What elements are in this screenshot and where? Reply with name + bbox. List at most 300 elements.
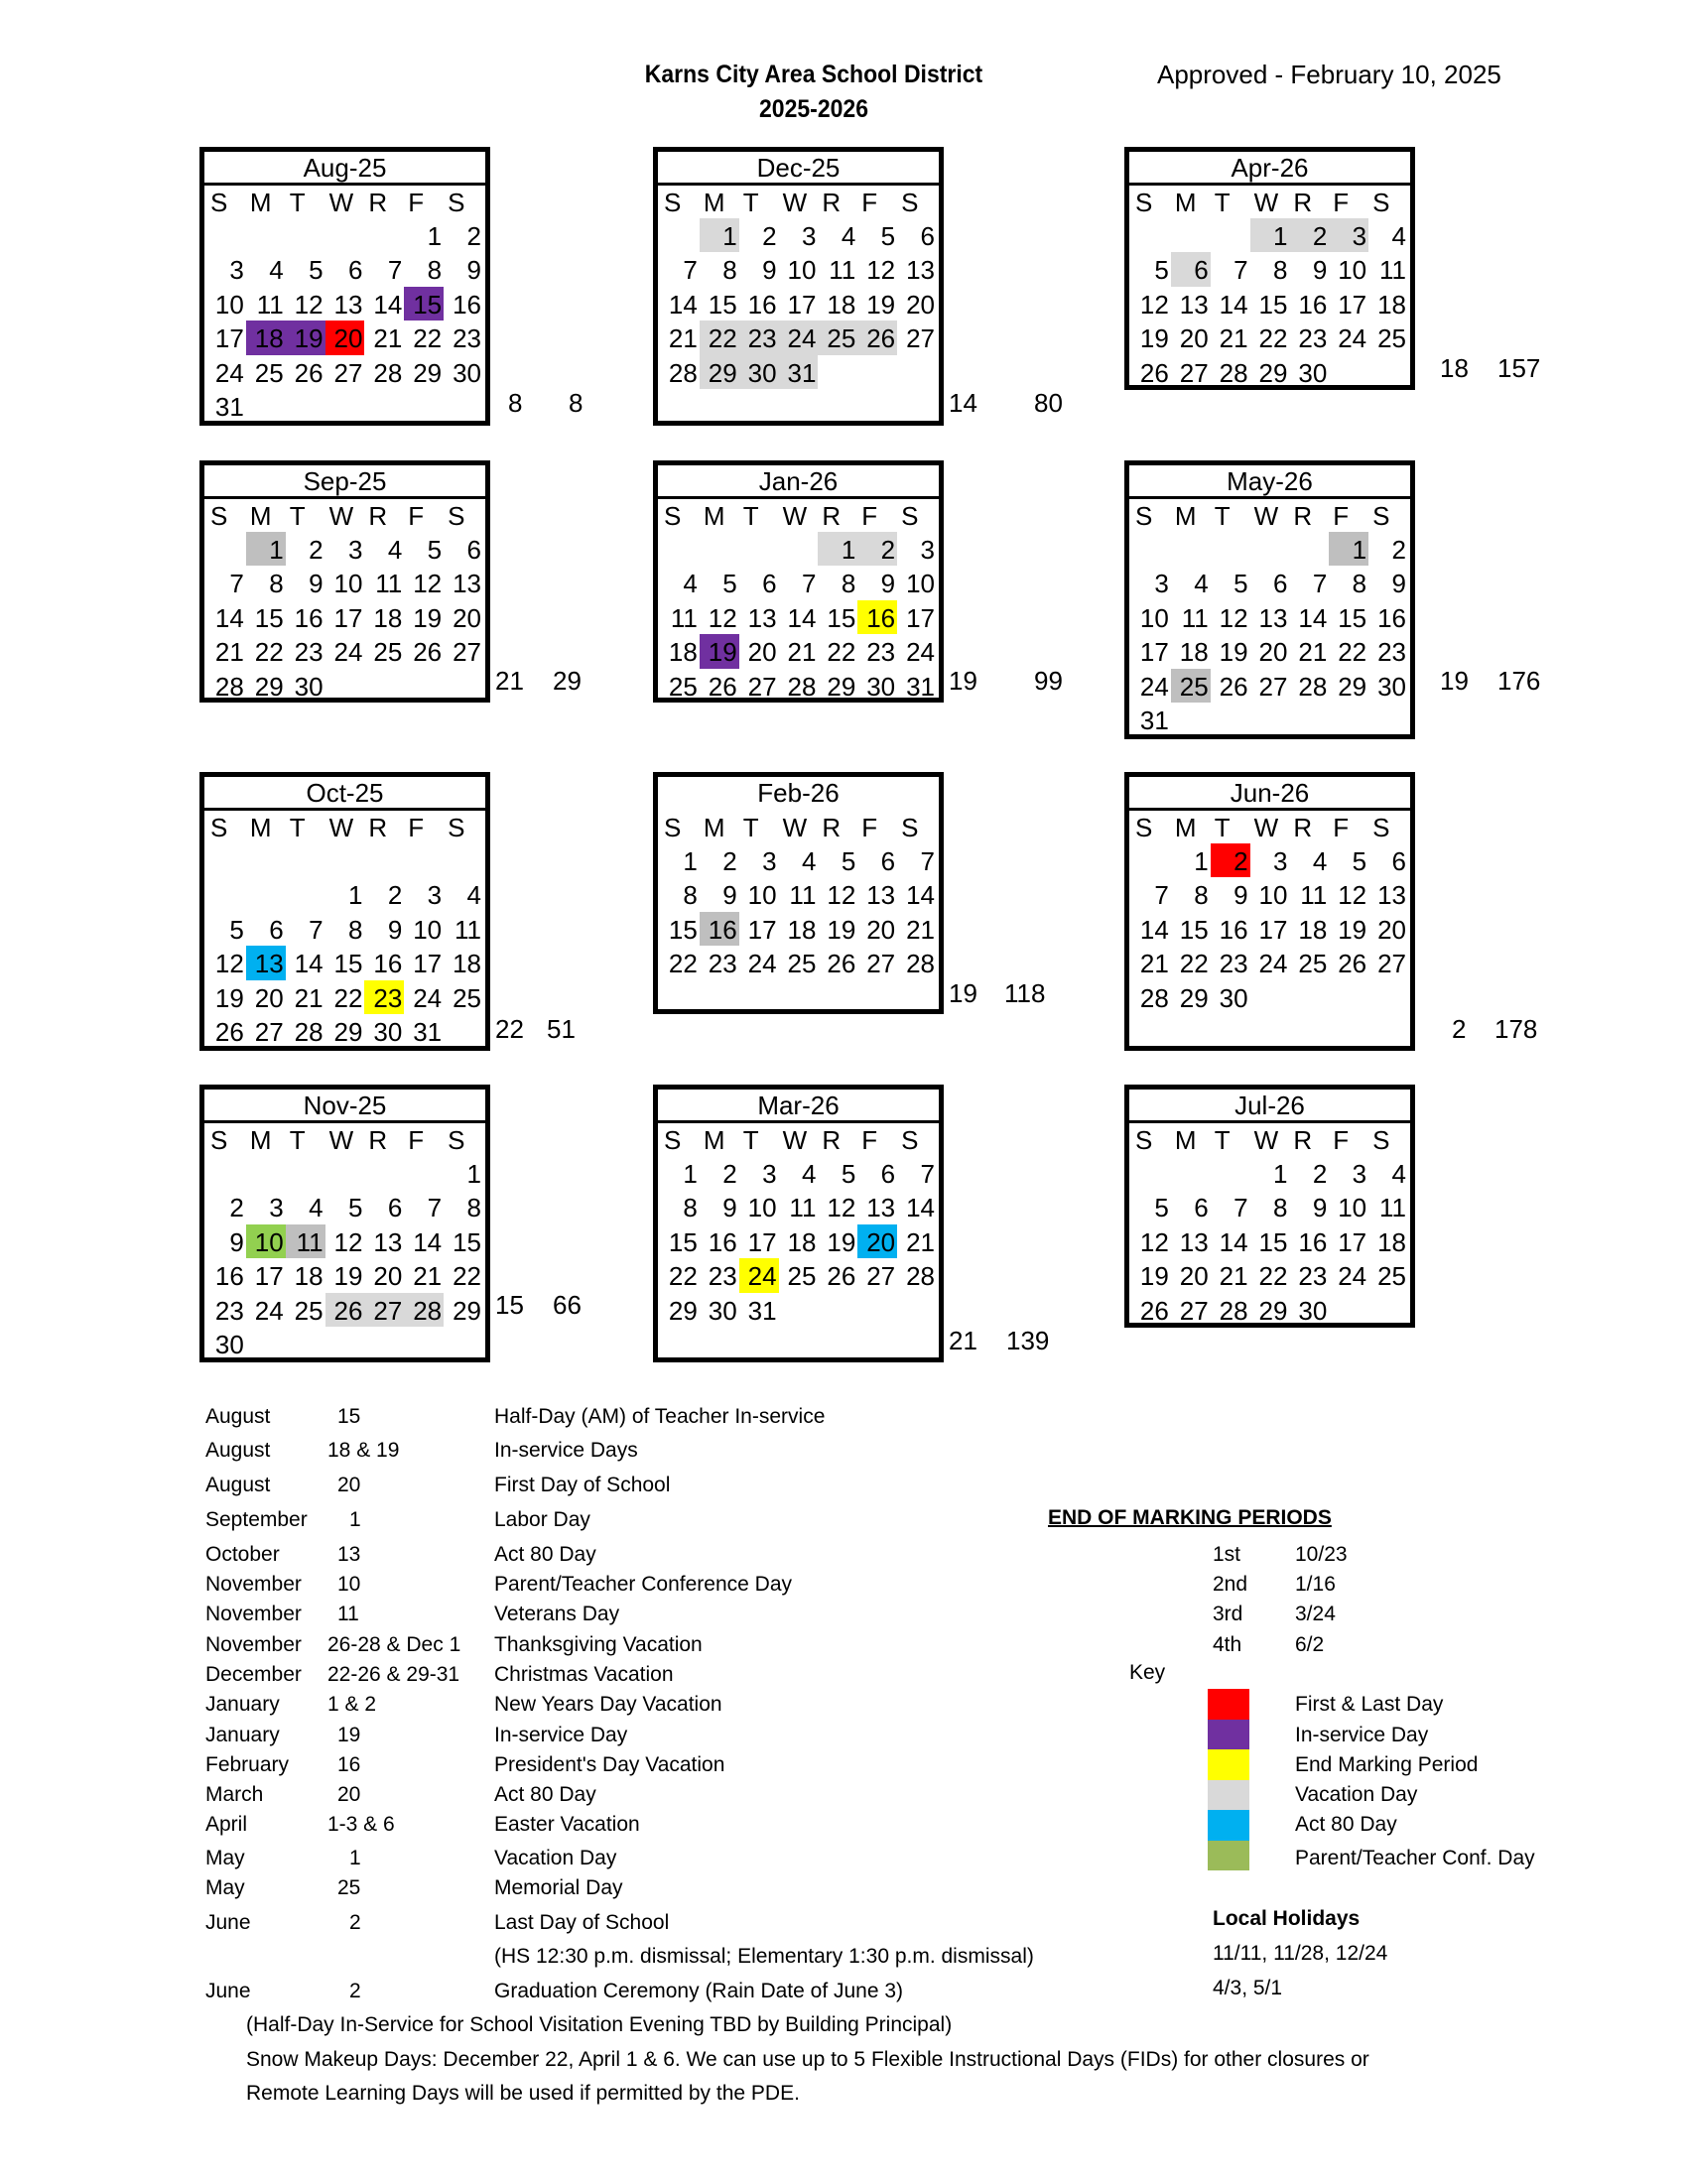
empty-cell [1171, 532, 1211, 566]
day-cell: 18 [373, 602, 403, 633]
weekday-header: R [368, 1125, 388, 1155]
day-cell-vacation-dark: 1 [246, 532, 286, 566]
day-cell-act80: 20 [857, 1224, 897, 1258]
day-cell: 28 [1219, 357, 1248, 388]
weekday-header: R [822, 188, 842, 217]
day-cell: 4 [466, 880, 481, 911]
day-cell: 7 [920, 1159, 935, 1189]
day-cell-vacation: 26 [857, 321, 897, 354]
day-cell: 7 [920, 846, 935, 876]
empty-cell [286, 877, 325, 911]
key-heading: Key [1129, 1661, 1166, 1684]
event-month: January [205, 1724, 280, 1746]
month-calendar-may [1124, 460, 1415, 739]
empty-cell [1171, 1156, 1211, 1190]
weekday-header: W [328, 501, 354, 531]
day-cell: 3 [920, 535, 935, 565]
event-day: 2 [349, 1911, 361, 1934]
day-cell: 14 [1219, 1226, 1248, 1257]
empty-cell [286, 1156, 325, 1190]
empty-cell [206, 843, 246, 877]
event-month: May [205, 1876, 245, 1899]
day-cell: 8 [841, 569, 856, 599]
weekday-header: F [1333, 1125, 1350, 1155]
weekday-header: T [289, 813, 306, 842]
day-cell: 5 [1233, 569, 1248, 599]
month-calendar-oct [199, 772, 490, 1051]
day-cell-vacation-dark: 25 [1171, 669, 1211, 703]
day-cell: 4 [801, 846, 817, 876]
footnote-line: Snow Makeup Days: December 22, April 1 & 6. We can use up to 5 Flexible Instructional Days (FIDs) for other closures or [246, 2048, 1369, 2071]
day-cell: 29 [1258, 1295, 1288, 1326]
day-cell: 3 [801, 221, 817, 251]
school-year: 2025-2026 [759, 95, 868, 123]
weekday-header: R [822, 1125, 842, 1155]
day-cell: 3 [762, 1159, 777, 1189]
event-description: Act 80 Day [494, 1543, 596, 1566]
day-cell: 13 [866, 880, 896, 911]
day-cell: 2 [722, 846, 737, 876]
event-day: 18 & 19 [327, 1439, 400, 1462]
day-cell: 28 [1298, 671, 1328, 702]
event-day: 11 [337, 1603, 359, 1625]
weekday-header: F [408, 813, 425, 842]
key-label: Act 80 Day [1295, 1813, 1397, 1836]
day-cell: 8 [683, 880, 698, 911]
weekday-header: W [1253, 813, 1279, 842]
day-cell: 18 [668, 637, 698, 668]
event-month: August [205, 1439, 271, 1462]
weekday-header: S [1372, 1125, 1390, 1155]
day-cell: 26 [413, 637, 443, 668]
day-cell-vacation: 26 [325, 1293, 365, 1327]
weekday-header: M [1174, 1125, 1197, 1155]
weekday-header: W [328, 813, 354, 842]
day-cell: 17 [254, 1261, 284, 1292]
weekday-header: S [210, 813, 228, 842]
day-cell: 19 [827, 914, 856, 945]
month-title: Mar-26 [658, 1090, 939, 1123]
day-cell-end-marking: 24 [739, 1258, 779, 1292]
approval-date: Approved - February 10, 2025 [1157, 60, 1501, 89]
day-cell: 26 [1139, 357, 1169, 388]
day-cell: 25 [1377, 323, 1406, 354]
day-cell: 16 [1377, 602, 1406, 633]
weekday-header: F [861, 501, 878, 531]
day-cell: 7 [683, 255, 698, 286]
day-cell: 17 [906, 602, 935, 633]
empty-cell [325, 843, 365, 877]
day-cell: 5 [841, 1159, 856, 1189]
color-swatch-vacation [1208, 1780, 1249, 1811]
weekday-header: S [664, 1125, 682, 1155]
color-swatch-first-last [1208, 1689, 1249, 1720]
day-cell: 4 [309, 1193, 324, 1223]
day-cell: 23 [1298, 323, 1328, 354]
month-day-count: 19 [949, 978, 977, 1008]
day-cell: 6 [880, 1159, 896, 1189]
day-cell: 12 [214, 949, 244, 979]
day-cell: 19 [1139, 323, 1169, 354]
day-cell: 13 [333, 289, 363, 320]
day-cell: 22 [1179, 949, 1209, 979]
day-cell: 13 [747, 602, 777, 633]
weekday-header: S [1135, 188, 1153, 217]
day-cell: 23 [453, 323, 481, 354]
month-day-count: 2 [1452, 1014, 1467, 1044]
weekday-header: T [289, 1125, 306, 1155]
weekday-header: R [822, 501, 842, 531]
month-title: Nov-25 [204, 1090, 485, 1123]
empty-cell [1211, 1156, 1250, 1190]
weekday-header: T [742, 501, 759, 531]
day-cell: 11 [256, 289, 284, 320]
empty-cell [1211, 218, 1250, 252]
day-cell-inservice: 18 [246, 321, 286, 354]
day-cell: 15 [1179, 914, 1209, 945]
weekday-header: M [703, 1125, 725, 1155]
day-cell: 15 [827, 602, 856, 633]
day-cell: 15 [1258, 1226, 1288, 1257]
weekday-header: S [1135, 813, 1153, 842]
event-description: Act 80 Day [494, 1783, 596, 1806]
day-cell: 18 [1298, 914, 1328, 945]
empty-cell [206, 877, 246, 911]
event-month: February [205, 1753, 290, 1776]
day-cell-vacation: 1 [818, 532, 857, 566]
month-day-count: 8 [508, 388, 523, 418]
day-cell: 7 [309, 914, 324, 945]
day-cell: 25 [1298, 949, 1328, 979]
day-cell: 26 [294, 357, 324, 388]
event-day: 13 [337, 1543, 361, 1566]
cumulative-day-count: 80 [1034, 388, 1063, 418]
day-cell: 20 [1377, 914, 1406, 945]
weekday-header: S [901, 1125, 919, 1155]
day-cell: 5 [1154, 1193, 1169, 1223]
empty-cell [700, 532, 739, 566]
marking-period-date: 3/24 [1295, 1603, 1336, 1625]
event-month: December [205, 1663, 302, 1686]
cumulative-day-count: 99 [1034, 666, 1063, 696]
day-cell: 4 [1312, 846, 1328, 876]
day-cell: 18 [787, 1226, 817, 1257]
color-swatch-act80 [1208, 1810, 1249, 1841]
day-cell: 18 [787, 914, 817, 945]
event-month: October [205, 1543, 280, 1566]
empty-cell [1131, 1156, 1171, 1190]
weekday-header: M [1174, 188, 1197, 217]
event-month: June [205, 1980, 251, 2002]
day-cell: 27 [254, 1016, 284, 1047]
day-cell: 4 [1194, 569, 1209, 599]
day-cell: 30 [373, 1016, 403, 1047]
day-cell: 13 [1258, 602, 1288, 633]
day-grid [658, 186, 939, 389]
day-cell: 22 [1338, 637, 1367, 668]
day-cell: 7 [387, 255, 403, 286]
day-cell: 6 [1391, 846, 1406, 876]
weekday-header: S [448, 501, 465, 531]
marking-period-date: 6/2 [1295, 1633, 1325, 1656]
day-cell: 16 [453, 289, 481, 320]
day-cell: 30 [866, 671, 896, 702]
day-cell: 16 [1219, 914, 1248, 945]
weekday-header: R [1293, 188, 1313, 217]
day-cell: 6 [387, 1193, 403, 1223]
weekday-header: S [1372, 813, 1390, 842]
marking-periods-heading: END OF MARKING PERIODS [1048, 1506, 1332, 1529]
day-cell: 8 [269, 569, 284, 599]
day-grid [204, 186, 485, 423]
cumulative-day-count: 178 [1494, 1014, 1538, 1044]
empty-cell [739, 532, 779, 566]
day-cell: 31 [747, 1295, 777, 1326]
day-cell: 18 [1179, 637, 1209, 668]
day-cell: 7 [1154, 880, 1169, 911]
month-day-count: 18 [1440, 353, 1469, 383]
day-cell: 5 [880, 221, 896, 251]
day-cell: 21 [1298, 637, 1328, 668]
day-cell: 9 [387, 914, 403, 945]
month-calendar-nov [199, 1085, 490, 1362]
day-cell: 8 [427, 255, 443, 286]
day-cell: 7 [229, 569, 244, 599]
day-grid [658, 811, 939, 980]
day-cell: 21 [1219, 323, 1248, 354]
weekday-header: F [861, 813, 878, 842]
day-cell: 9 [309, 569, 324, 599]
day-cell: 31 [1139, 705, 1169, 735]
day-cell: 11 [1379, 1193, 1406, 1223]
day-cell: 21 [906, 1226, 935, 1257]
day-grid [658, 1123, 939, 1327]
day-cell: 2 [1312, 1159, 1328, 1189]
day-cell: 14 [1219, 289, 1248, 320]
event-description: Labor Day [494, 1508, 590, 1531]
month-title: May-26 [1129, 465, 1410, 499]
day-cell-inservice: 19 [286, 321, 325, 354]
day-cell: 5 [841, 846, 856, 876]
day-cell: 8 [1194, 880, 1209, 911]
event-description: (HS 12:30 p.m. dismissal; Elementary 1:30 p.m. dismissal) [494, 1945, 1034, 1968]
day-cell: 19 [333, 1261, 363, 1292]
day-cell: 3 [347, 535, 363, 565]
weekday-header: M [1174, 813, 1197, 842]
day-cell: 1 [683, 1159, 698, 1189]
day-cell: 17 [787, 289, 817, 320]
day-cell: 11 [829, 255, 856, 286]
event-day: 16 [337, 1753, 361, 1776]
day-cell: 29 [413, 357, 443, 388]
day-cell: 12 [1338, 880, 1367, 911]
day-cell: 6 [920, 221, 935, 251]
day-cell: 30 [453, 357, 481, 388]
day-cell: 19 [1139, 1261, 1169, 1292]
day-cell: 12 [827, 1193, 856, 1223]
day-cell: 28 [1139, 982, 1169, 1013]
weekday-header: M [249, 813, 272, 842]
event-description: Graduation Ceremony (Rain Date of June 3) [494, 1980, 904, 2002]
day-cell: 7 [1233, 255, 1248, 286]
empty-cell [206, 532, 246, 566]
local-holidays-line: 4/3, 5/1 [1213, 1977, 1283, 1999]
day-cell: 30 [1298, 1295, 1328, 1326]
day-cell: 11 [789, 880, 817, 911]
empty-cell [1131, 532, 1171, 566]
event-month: November [205, 1633, 302, 1656]
day-cell: 17 [214, 323, 244, 354]
day-grid [204, 811, 485, 1048]
marking-period-date: 10/23 [1295, 1543, 1348, 1566]
day-cell: 28 [906, 949, 935, 979]
day-cell: 19 [1219, 637, 1248, 668]
day-cell: 8 [347, 914, 363, 945]
empty-cell [206, 218, 246, 252]
weekday-header: R [1293, 813, 1313, 842]
day-cell: 16 [214, 1261, 244, 1292]
weekday-header: S [901, 501, 919, 531]
day-cell: 13 [1179, 289, 1209, 320]
local-holidays-line: 11/11, 11/28, 12/24 [1213, 1942, 1388, 1965]
empty-cell [1289, 532, 1329, 566]
day-cell: 13 [906, 255, 935, 286]
day-cell: 24 [1139, 671, 1169, 702]
day-cell: 16 [708, 1226, 737, 1257]
empty-cell [660, 532, 700, 566]
weekday-header: S [664, 501, 682, 531]
weekday-header: S [1135, 1125, 1153, 1155]
day-cell: 30 [1298, 357, 1328, 388]
empty-cell [1171, 218, 1211, 252]
day-cell: 8 [1272, 1193, 1288, 1223]
empty-cell [779, 532, 819, 566]
day-cell: 6 [269, 914, 284, 945]
day-cell: 21 [294, 982, 324, 1013]
day-cell: 20 [254, 982, 284, 1013]
day-cell: 25 [787, 1261, 817, 1292]
event-description: Last Day of School [494, 1911, 670, 1934]
local-holidays-heading: Local Holidays [1213, 1907, 1361, 1930]
day-cell: 3 [229, 255, 244, 286]
weekday-header: S [210, 501, 228, 531]
day-cell: 22 [668, 949, 698, 979]
cumulative-day-count: 51 [547, 1014, 576, 1044]
day-cell: 9 [466, 255, 481, 286]
day-cell: 8 [683, 1193, 698, 1223]
day-cell-vacation: 1 [1250, 218, 1290, 252]
day-cell: 26 [1139, 1295, 1169, 1326]
day-grid [658, 499, 939, 703]
day-cell: 26 [1338, 949, 1367, 979]
day-cell: 25 [1377, 1261, 1406, 1292]
day-cell: 10 [413, 914, 443, 945]
event-description: Easter Vacation [494, 1813, 640, 1836]
month-calendar-mar [653, 1085, 944, 1362]
weekday-header: F [1333, 501, 1350, 531]
day-cell: 13 [453, 569, 481, 599]
day-cell-vacation-dark: 1 [1329, 532, 1368, 566]
day-cell: 1 [1272, 1159, 1288, 1189]
weekday-header: S [210, 188, 228, 217]
cumulative-day-count: 29 [553, 666, 582, 696]
day-cell: 30 [708, 1295, 737, 1326]
day-cell: 29 [668, 1295, 698, 1326]
day-cell: 14 [1139, 914, 1169, 945]
day-cell: 20 [453, 602, 481, 633]
event-day: 1 [349, 1508, 361, 1531]
day-cell: 21 [413, 1261, 443, 1292]
day-cell: 14 [294, 949, 324, 979]
day-cell: 25 [254, 357, 284, 388]
day-cell: 15 [453, 1226, 481, 1257]
weekday-header: S [901, 813, 919, 842]
day-cell: 18 [827, 289, 856, 320]
weekday-header: T [1214, 813, 1231, 842]
day-cell: 26 [214, 1016, 244, 1047]
day-cell: 30 [294, 671, 324, 702]
empty-cell [1211, 532, 1250, 566]
day-cell: 1 [347, 880, 363, 911]
key-label: Parent/Teacher Conf. Day [1295, 1847, 1535, 1869]
day-cell: 25 [453, 982, 481, 1013]
day-cell: 11 [1379, 255, 1406, 286]
day-cell: 14 [906, 880, 935, 911]
event-description: Christmas Vacation [494, 1663, 674, 1686]
day-grid [1129, 1123, 1410, 1327]
day-cell: 15 [1338, 602, 1367, 633]
month-day-count: 21 [495, 666, 524, 696]
day-cell: 27 [333, 357, 363, 388]
day-cell: 2 [466, 221, 481, 251]
event-description: First Day of School [494, 1474, 671, 1496]
event-day: 10 [337, 1573, 361, 1596]
key-label: First & Last Day [1295, 1693, 1444, 1716]
weekday-header: S [448, 813, 465, 842]
day-cell: 19 [827, 1226, 856, 1257]
event-day: 15 [337, 1405, 361, 1428]
cumulative-day-count: 157 [1497, 353, 1541, 383]
day-cell: 24 [413, 982, 443, 1013]
key-label: In-service Day [1295, 1724, 1429, 1746]
day-cell: 2 [722, 1159, 737, 1189]
empty-cell [206, 1156, 246, 1190]
day-cell: 15 [668, 1226, 698, 1257]
event-description: Parent/Teacher Conference Day [494, 1573, 792, 1596]
day-cell: 30 [1377, 671, 1406, 702]
day-cell: 3 [1352, 1159, 1367, 1189]
day-cell: 21 [1139, 949, 1169, 979]
day-cell: 5 [427, 535, 443, 565]
day-cell: 24 [747, 949, 777, 979]
day-cell: 4 [1391, 1159, 1406, 1189]
day-cell: 31 [214, 391, 244, 422]
day-cell: 12 [866, 255, 896, 286]
day-cell-vacation-dark: 16 [700, 912, 739, 946]
day-cell: 7 [1233, 1193, 1248, 1223]
day-cell: 28 [787, 671, 817, 702]
empty-cell [364, 218, 404, 252]
month-title: Aug-25 [204, 152, 485, 186]
day-cell: 27 [453, 637, 481, 668]
day-cell: 27 [866, 949, 896, 979]
day-cell: 28 [294, 1016, 324, 1047]
day-cell: 29 [453, 1295, 481, 1326]
day-cell: 7 [1312, 569, 1328, 599]
day-cell: 12 [294, 289, 324, 320]
cumulative-day-count: 8 [569, 388, 584, 418]
month-title: Apr-26 [1129, 152, 1410, 186]
